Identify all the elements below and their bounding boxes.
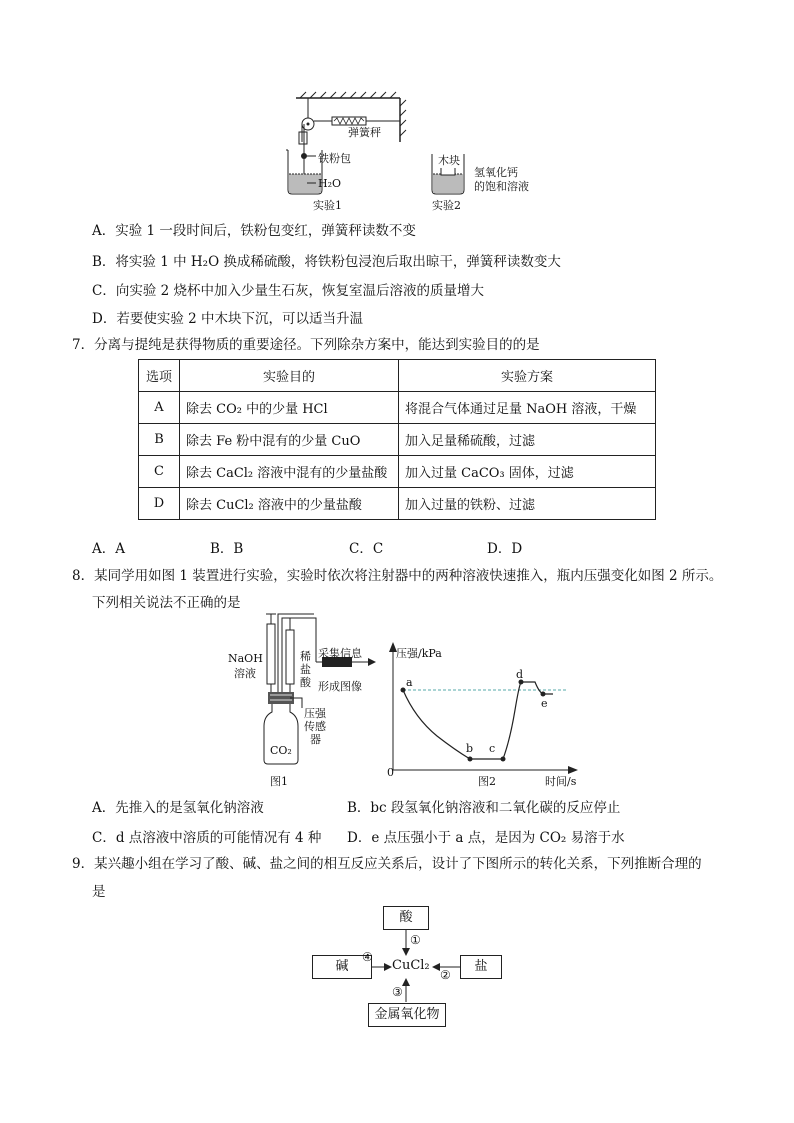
table-cell: 除去 CuCl₂ 溶液中的少量盐酸 — [180, 488, 399, 520]
hcl-label-1: 稀 — [300, 650, 311, 663]
table-cell: C — [139, 456, 180, 488]
acid-box: 酸 — [383, 906, 429, 930]
hcl-label-2: 盐 — [300, 663, 311, 676]
exp1-caption: 实验1 — [313, 199, 342, 212]
point-c-label: c — [489, 742, 496, 755]
point-a-label: a — [406, 676, 413, 689]
base-box: 碱 — [312, 955, 372, 979]
table-cell: D — [139, 488, 180, 520]
q8-stem-line2: 下列相关说法不正确的是 — [92, 595, 241, 611]
spring-label: 弹簧秤 — [348, 126, 381, 139]
q9-stem-line2: 是 — [92, 884, 106, 900]
point-b-label: b — [466, 742, 474, 755]
collect-label: 采集信息 — [318, 647, 362, 660]
label-4: ④ — [362, 950, 373, 964]
exp2-caption: 实验2 — [432, 199, 461, 212]
label-3: ③ — [392, 985, 403, 999]
table-header-cell: 选项 — [139, 360, 180, 392]
form-label: 形成图像 — [318, 680, 362, 693]
table-row — [139, 456, 656, 488]
label-2: ② — [440, 968, 451, 982]
table-cell: 加入过量 CaCO₃ 固体，过滤 — [399, 456, 656, 488]
q7-answer-c: C．C — [349, 541, 384, 557]
caoh-label-1: 氢氧化钙 — [474, 166, 518, 179]
q7-answer-a: A．A — [92, 541, 125, 557]
caoh-label-2: 的饱和溶液 — [474, 180, 529, 193]
center-cucl2: CuCl₂ — [392, 958, 430, 973]
q6-option-c: C．向实验 2 烧杯中加入少量生石灰，恢复室温后溶液的质量增大 — [92, 283, 485, 299]
q8-stem-line1: 8．某同学用如图 1 装置进行实验，实验时依次将注射器中的两种溶液快速推入，瓶内压强变化如图 2 所示。 — [72, 568, 723, 584]
iron-bag-label: 铁粉包 — [318, 152, 351, 165]
x-axis-label: 时间/s — [545, 775, 577, 788]
oxide-box: 金属氧化物 — [368, 1003, 446, 1027]
q6-option-d: D．若要使实验 2 中木块下沉，可以适当升温 — [92, 311, 363, 327]
co2-label: CO₂ — [270, 744, 292, 757]
table-header-cell: 实验目的 — [180, 360, 399, 392]
naoh-label-2: 溶液 — [234, 667, 256, 680]
table-row — [139, 424, 656, 456]
q7-stem: 7．分离与提纯是获得物质的重要途径。下列除杂方案中，能达到实验目的的是 — [72, 337, 540, 353]
table-cell: A — [139, 392, 180, 424]
fig1-caption: 图1 — [270, 775, 288, 788]
table-cell: 除去 Fe 粉中混有的少量 CuO — [180, 424, 399, 456]
q9-stem-line1: 9．某兴趣小组在学习了酸、碱、盐之间的相互反应关系后，设计了下图所示的转化关系，下列推断合理的 — [72, 856, 702, 872]
table-cell: 除去 CaCl₂ 溶液中混有的少量盐酸 — [180, 456, 399, 488]
table-row — [139, 488, 656, 520]
wood-label: 木块 — [438, 154, 460, 167]
q6-option-a: A．实验 1 一段时间后，铁粉包变红，弹簧秤读数不变 — [92, 223, 416, 239]
pressure-graph — [385, 640, 585, 785]
point-e-label: e — [541, 697, 548, 710]
table-cell: B — [139, 424, 180, 456]
q7-table — [138, 359, 656, 520]
q8-option-a: A．先推入的是氢氧化钠溶液 — [92, 800, 264, 816]
q8-option-b: B．bc 段氢氧化钠溶液和二氧化碳的反应停止 — [347, 800, 621, 816]
hcl-label-3: 酸 — [300, 676, 311, 689]
q8-option-d: D．e 点压强小于 a 点，是因为 CO₂ 易溶于水 — [347, 830, 625, 846]
q6-option-b: B．将实验 1 中 H₂O 换成稀硫酸，将铁粉包浸泡后取出晾干，弹簧秤读数变大 — [92, 254, 561, 270]
table-cell: 除去 CO₂ 中的少量 HCl — [180, 392, 399, 424]
table-header-row — [139, 360, 656, 392]
y-axis-label: 压强/kPa — [396, 647, 442, 660]
table-cell: 加入过量的铁粉、过滤 — [399, 488, 656, 520]
sensor-label-1: 压强 — [304, 707, 326, 720]
sensor-label-3: 器 — [310, 733, 321, 746]
sensor-label-2: 传感 — [304, 720, 326, 733]
fig2-caption: 图2 — [478, 775, 496, 788]
naoh-label-1: NaOH — [228, 652, 263, 665]
q8-option-c: C．d 点溶液中溶质的可能情况有 4 种 — [92, 830, 322, 846]
table-cell: 将混合气体通过足量 NaOH 溶液，干燥 — [399, 392, 656, 424]
salt-box: 盐 — [460, 955, 502, 979]
q7-answer-b: B．B — [210, 541, 244, 557]
q7-answer-d: D．D — [487, 541, 523, 557]
water-label: H₂O — [318, 177, 342, 190]
table-header-cell: 实验方案 — [399, 360, 656, 392]
table-cell: 加入足量稀硫酸，过滤 — [399, 424, 656, 456]
point-d-label: d — [516, 668, 524, 681]
table-row — [139, 392, 656, 424]
origin-label: 0 — [387, 766, 394, 779]
label-1: ① — [410, 933, 421, 947]
